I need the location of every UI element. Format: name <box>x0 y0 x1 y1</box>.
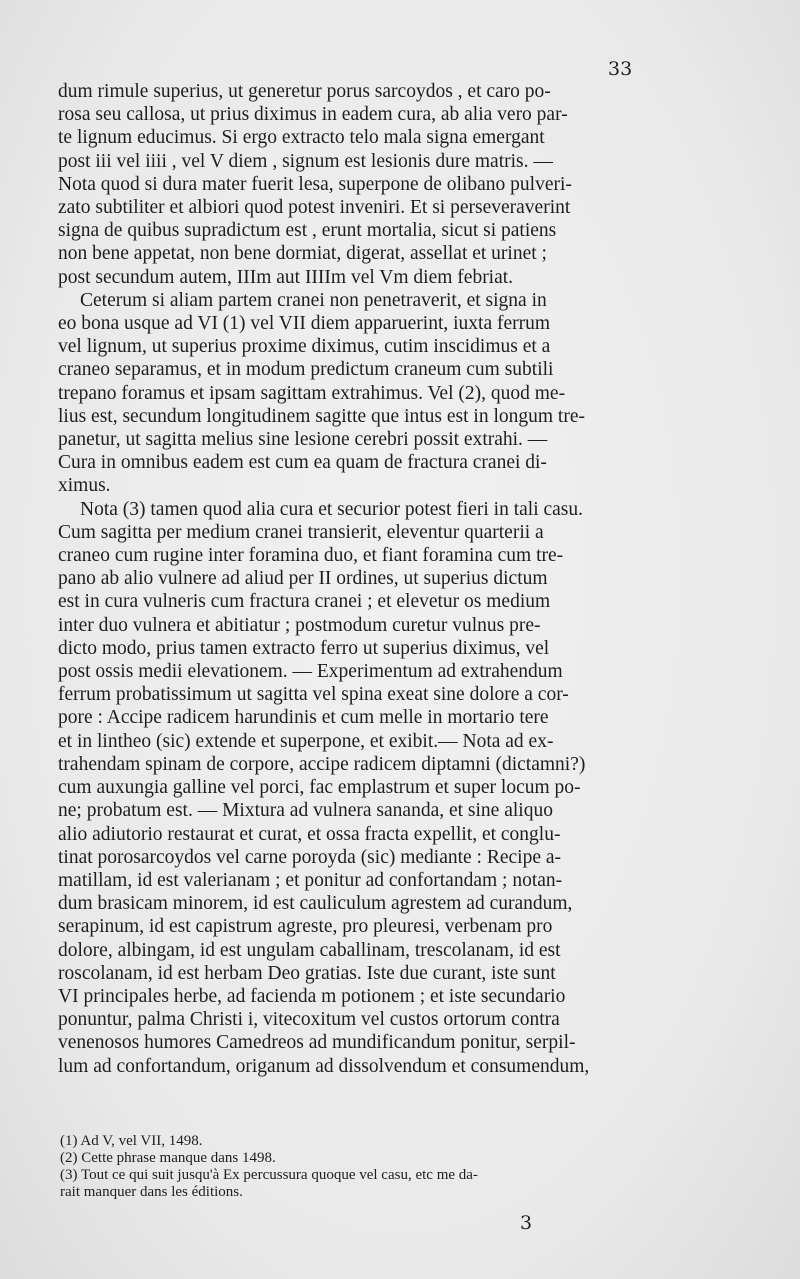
page-number: 33 <box>608 58 633 80</box>
paragraph-2: Ceterum si aliam partem cranei non penetraverit, et signa in eo bona usque ad VI (1) vel VII diem apparuerint, iuxta ferrum vel lignum, ut superius proxime diximus, cutim inscidimus et a craneo separamus, et in modum predictum craneum cum subtili trepano foramus et ipsam sagittam extrahimus. Vel (2), quod me- lius est, secundum longitudinem sagitte que intus est in longum tre- panetur, ut sagitta melius sine lesione cerebri possit extrahi. — Cura in omnibus eadem est cum ea quam de fractura cranei di- ximus. <box>58 289 585 497</box>
paragraph-1: dum rimule superius, ut generetur porus sarcoydos , et caro po- rosa seu callosa, ut prius diximus in eadem cura, ab alia vero par- te lignum educimus. Si ergo extracto telo mala signa emergant post iii vel iiii , vel V diem , signum est lesionis dure matris. — Nota quod si dura mater fuerit lesa, superpone de olibano pulveri- zato subtiliter et albiori quod potest inveniri. Et si perseveraverint signa de quibus supradictum est , erunt mortalia, sicut si patiens non bene appetat, non bene dormiat, digerat, assellat et urinet ; post secundum autem, IIIm aut IIIIm vel Vm diem febriat. <box>58 81 572 288</box>
footnote-1: (1) Ad V, vel VII, 1498. <box>60 1133 203 1149</box>
paragraph-3: Nota (3) tamen quod alia cura et securior potest fieri in tali casu. Cum sagitta per medium cranei transierit, eleventur quarterii a craneo cum rugine inter foramina duo, et fiant foramina cum tre- pano ab alio vulnere ad aliud per II ordines, ut superius dictum est in cura vulneris cum fractura cranei ; et elevetur os medium inter duo vulnera et abitiatur ; postmodum curetur vulnus pre- dicto modo, prius tamen extracto ferro ut superius diximus, vel post ossis medii elevationem. — Experimentum ad extrahendum ferrum probatissimum ut sagitta vel spina exeat sine dolore a cor- pore : Accipe radicem harundinis et cum melle in mortario tere et in lintheo (sic) extende et superpone, et exibit.— Nota ad ex- trahendam spinam de corpore, accipe radicem diptamni (dictamni?) cum auxungia galline vel porci, fac emplastrum et super locum po- ne; probatum est. — Mixtura ad vulnera sananda, et sine aliquo alio adiutorio restaurat et curat, et ossa fracta expellit, et conglu- tinat porosarcoydos vel carne poroyda (sic) mediante : Recipe a- matillam, id est valerianam ; et ponitur ad confortandam ; notan- dum brasicam minorem, id est cauliculum agrestem ad curandum, serapinum, id est capistrum agreste, pro pleuresi, verbenam pro dolore, albingam, id est ungulam caballinam, trescolanam, id est roscolanam, id est herbam Deo gratias. Iste due curant, iste sunt VI principales herbe, ad facienda m potionem ; et iste secundario ponuntur, palma Christi i, vitecoxitum vel custos ortorum contra venenosos humores Camedreos ad mundificandum ponitur, serpil- lum ad confortandum, origanum ad dissolvendum et consumendum, <box>58 498 590 1077</box>
footnote-2: (2) Cette phrase manque dans 1498. <box>60 1150 276 1166</box>
footnotes <box>60 1133 660 1201</box>
signature-mark: 3 <box>520 1212 533 1234</box>
footnote-3: (3) Tout ce qui suit jusqu'à Ex percussura quoque vel casu, etc me da- rait manquer dans les éditions. <box>60 1167 478 1200</box>
body-text <box>58 80 658 1078</box>
